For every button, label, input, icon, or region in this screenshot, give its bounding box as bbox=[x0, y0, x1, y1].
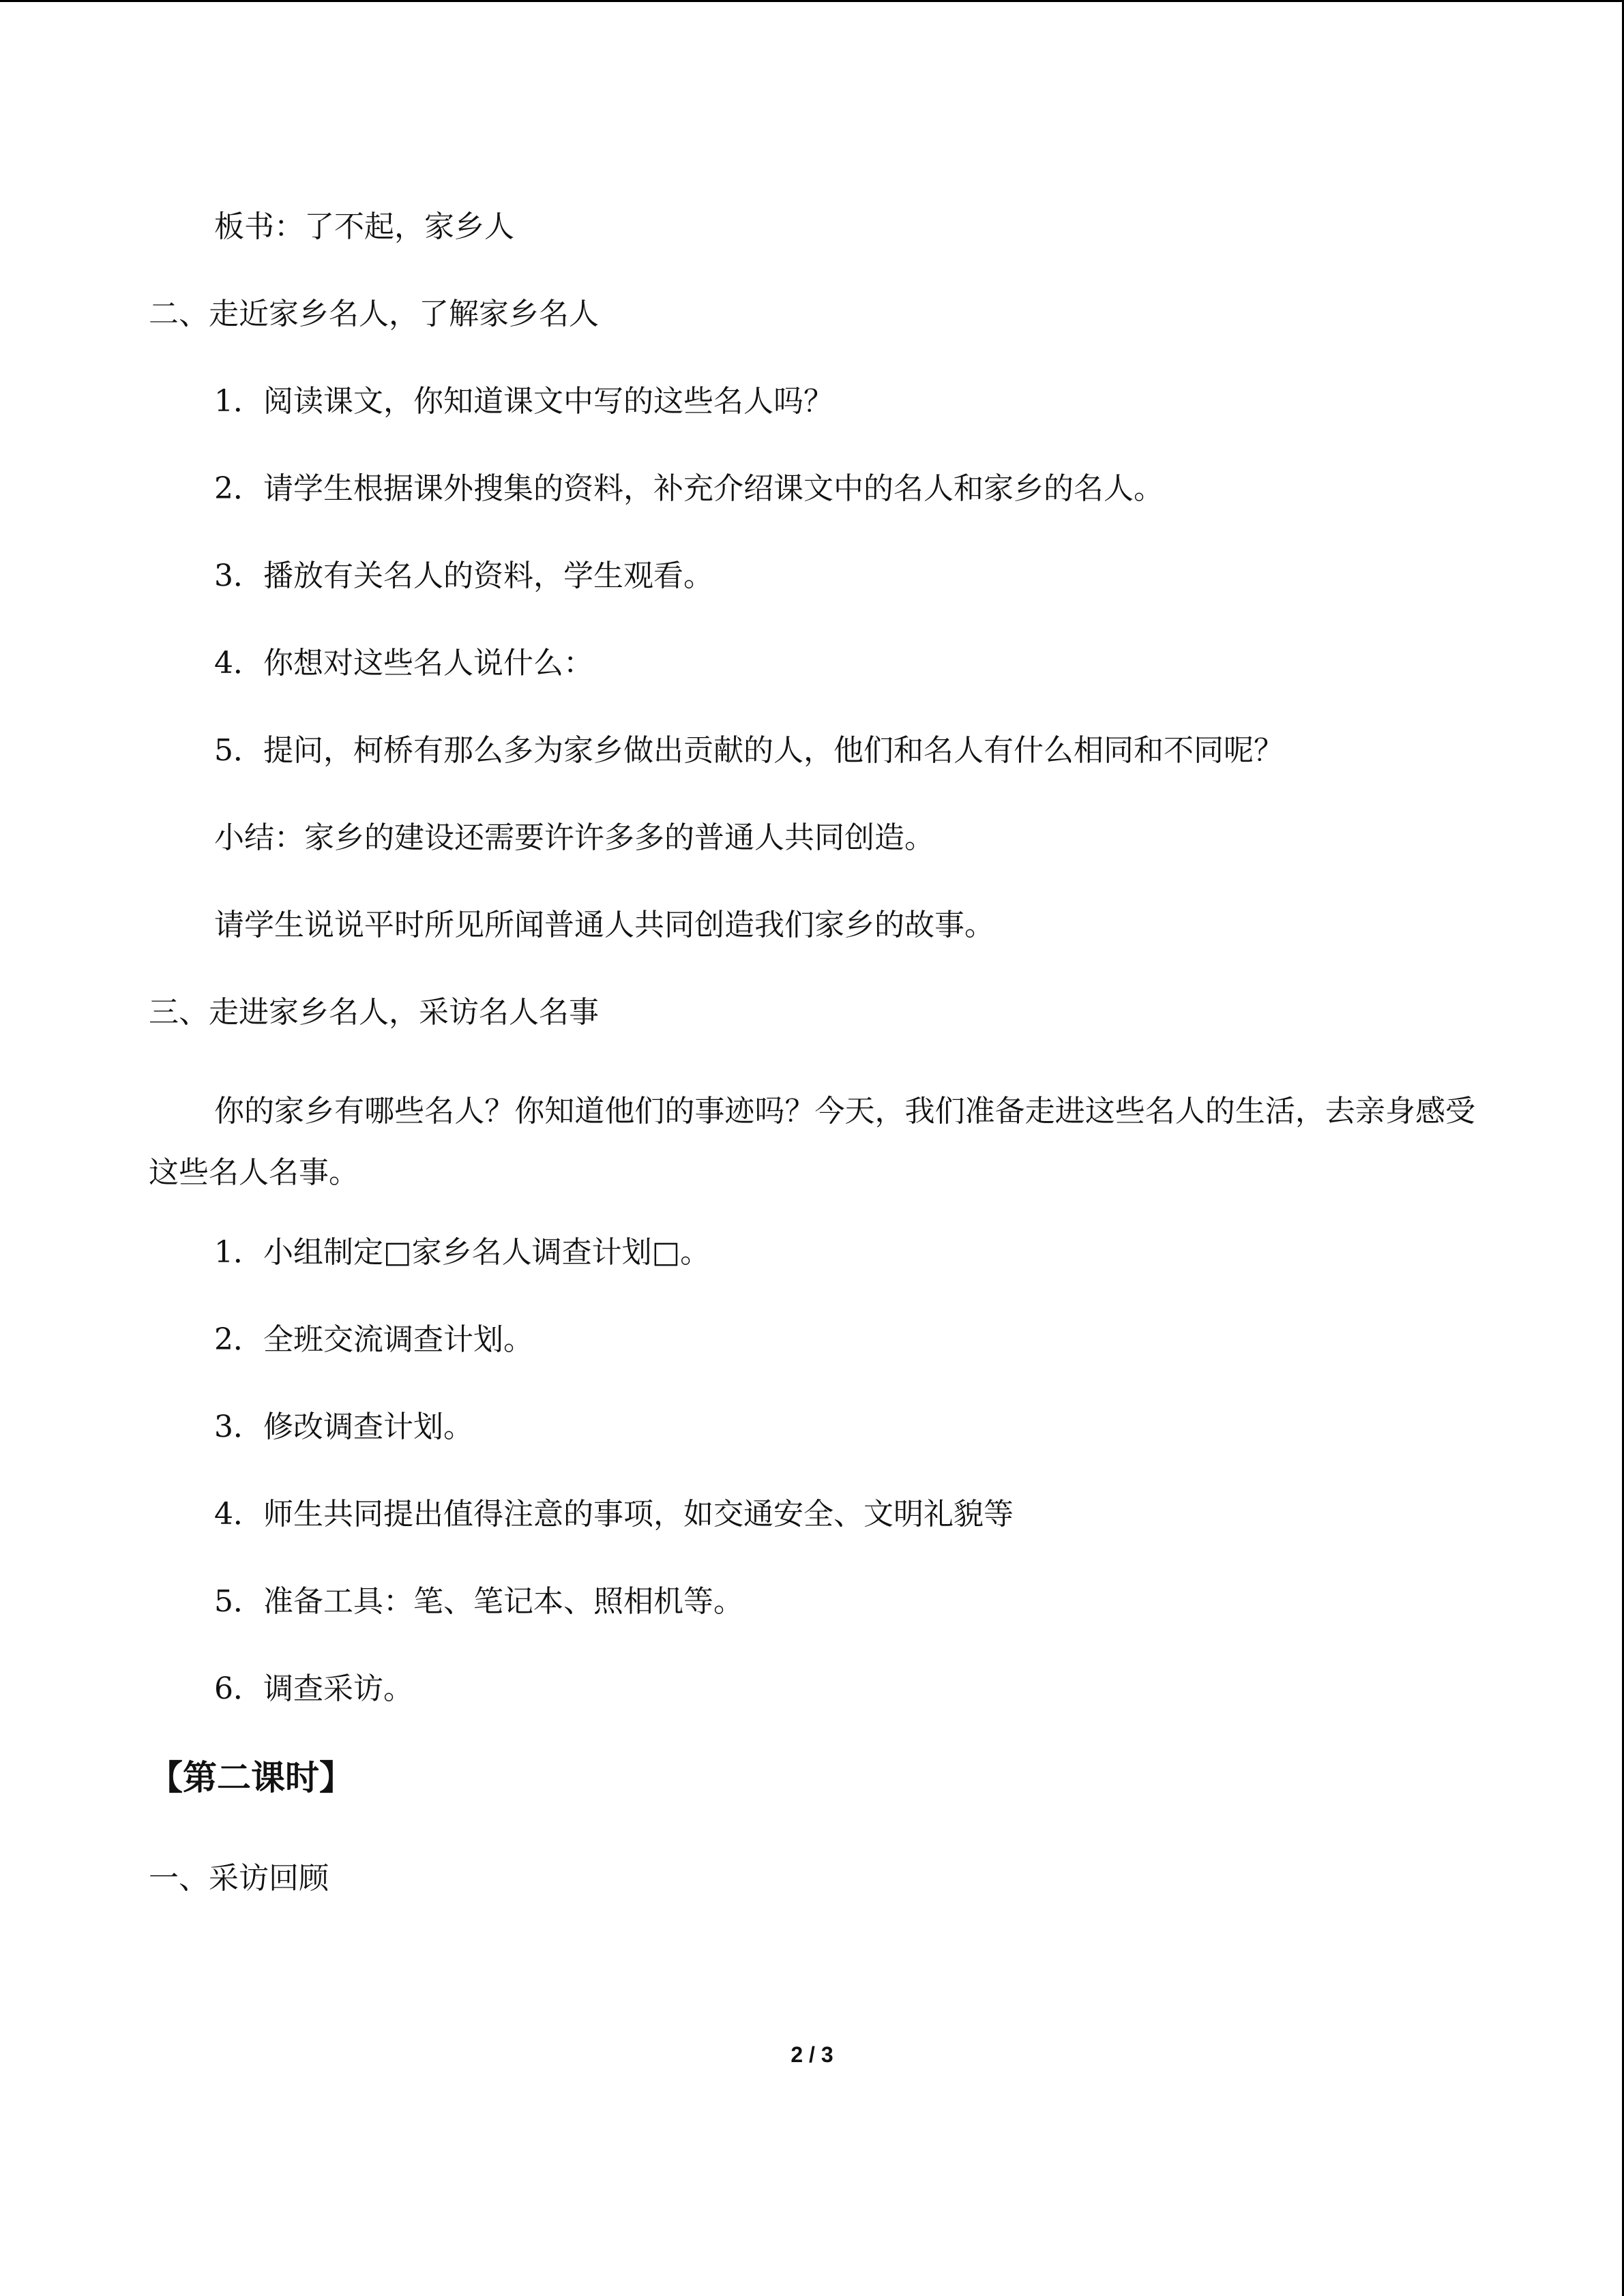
text-line: 3．修改调查计划。 bbox=[214, 1410, 473, 1444]
section-title: 三、走进家乡名人，采访名人名事 bbox=[149, 995, 599, 1030]
text-line: 5．准备工具：笔、笔记本、照相机等。 bbox=[214, 1584, 743, 1619]
paragraph: 你的家乡有哪些名人？你知道他们的事迹吗？今天，我们准备走进这些名人的生活，去亲身感受这些名人名事。 bbox=[149, 1094, 1475, 1190]
section-title: 二、走近家乡名人，了解家乡名人 bbox=[149, 297, 599, 331]
section-heading: 【第二课时】 bbox=[149, 1758, 353, 1798]
text-line: 4．你想对这些名人说什么： bbox=[214, 646, 593, 681]
document-body bbox=[149, 208, 1475, 1947]
text-line: 板书：了不起，家乡人 bbox=[214, 209, 514, 244]
text-line: 2．全班交流调查计划。 bbox=[214, 1322, 533, 1357]
text-line: 3．播放有关名人的资料，学生观看。 bbox=[214, 558, 713, 593]
text-line: 1．小组制定□家乡名人调查计划□。 bbox=[214, 1235, 711, 1270]
text-line: 1．阅读课文，你知道课文中写的这些名人吗？ bbox=[214, 384, 833, 419]
text-line: 2．请学生根据课外搜集的资料，补充介绍课文中的名人和家乡的名人。 bbox=[214, 471, 1164, 506]
section-title: 一、采访回顾 bbox=[149, 1861, 329, 1896]
text-line: 6．调查采访。 bbox=[214, 1671, 413, 1706]
text-line: 4．师生共同提出值得注意的事项，如交通安全、文明礼貌等 bbox=[214, 1497, 1014, 1532]
text-line: 5．提问，柯桥有那么多为家乡做出贡献的人，他们和名人有什么相同和不同呢？ bbox=[214, 733, 1284, 768]
page-number: 2 / 3 bbox=[791, 2042, 833, 2067]
text-line: 请学生说说平时所见所闻普通人共同创造我们家乡的故事。 bbox=[214, 908, 994, 942]
text-line: 小结：家乡的建设还需要许许多多的普通人共同创造。 bbox=[214, 820, 934, 855]
